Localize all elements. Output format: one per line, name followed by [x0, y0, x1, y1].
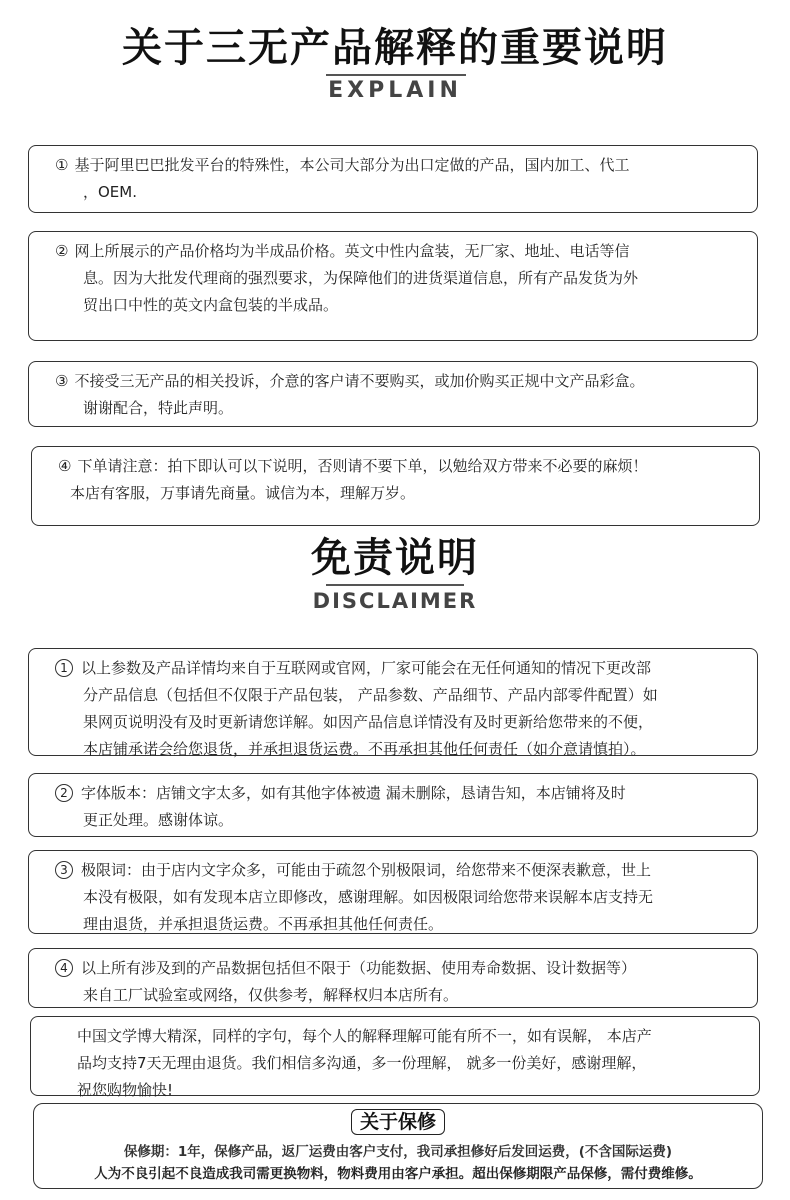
- item-text: 果网页说明没有及时更新请您详解。如因产品信息详情没有及时更新给您带来的不便，: [83, 713, 654, 731]
- section-title-explain: 关于三无产品解释的重要说明: [122, 25, 668, 71]
- warranty-line-2: 人为不良引起不良造成我司需更换物料，物料费用由客户承担。超出保修期限产品保修，需付费维修。: [94, 1166, 702, 1182]
- item-text: 字体版本：店铺文字太多，如有其他字体被遗 漏未删除，恳请告知，本店铺将及时: [81, 784, 626, 802]
- item-number: ③: [55, 372, 69, 390]
- warranty-line-1: 保修期：1年，保修产品，返厂运费由客户支付，我司承担修好后发回运费，(不含国际运费): [123, 1144, 673, 1160]
- item-text: ，OEM.: [83, 183, 137, 201]
- item-number: 4: [55, 959, 73, 977]
- disclaimer-item-3: [28, 850, 758, 934]
- item-number: 3: [55, 861, 73, 879]
- note-text: 品均支持7天无理由退货。我们相信多沟通，多一份理解， 就多一份美好，感谢理解，: [77, 1054, 647, 1072]
- disclaimer-item-4: [28, 948, 758, 1008]
- section-subtitle-explain: EXPLAIN: [328, 78, 462, 103]
- warranty-title: 关于保修: [351, 1109, 445, 1135]
- item-text: 更正处理。感谢体谅。: [83, 811, 234, 829]
- section-subtitle-disclaimer: DISCLAIMER: [312, 589, 478, 613]
- item-number: 1: [55, 659, 73, 677]
- item-text: 基于阿里巴巴批发平台的特殊性，本公司大部分为出口定做的产品，国内加工、代工: [74, 156, 630, 174]
- item-text: 谢谢配合，特此声明。: [83, 399, 234, 417]
- explain-item-1: [28, 145, 758, 213]
- item-text: 极限词：由于店内文字众多，可能由于疏忽个别极限词，给您带来不便深表歉意，世上: [81, 861, 652, 879]
- item-text: 理由退货，并承担退货运费。不再承担其他任何责任。: [83, 915, 444, 933]
- disclaimer-note: [30, 1016, 760, 1099]
- section-title-disclaimer: 免责说明: [311, 535, 479, 581]
- item-text: 本没有极限，如有发现本店立即修改，感谢理解。如因极限词给您带来误解本店支持无: [83, 888, 654, 906]
- explain-item-3: [28, 361, 758, 427]
- item-number: ①: [55, 156, 69, 174]
- item-text: 本店有客服，万事请先商量。诚信为本，理解万岁。: [70, 484, 416, 502]
- explain-item-2: [28, 231, 758, 341]
- item-text: 来自工厂试验室或网络，仅供参考，解释权归本店所有。: [83, 986, 459, 1004]
- note-text: 祝您购物愉快!: [77, 1081, 174, 1099]
- item-text: 下单请注意：拍下即认可以下说明，否则请不要下单，以勉给双方带来不必要的麻烦！: [77, 457, 648, 475]
- disclaimer-item-2: [28, 773, 758, 837]
- item-text: 以上参数及产品详情均来自于互联网或官网，厂家可能会在无任何通知的情况下更改部: [81, 659, 652, 677]
- note-text: 中国文学博大精深，同样的字句，每个人的解释理解可能有所不一，如有误解， 本店产: [77, 1027, 652, 1045]
- warranty-box: [33, 1103, 763, 1189]
- item-text: 以上所有涉及到的产品数据包括但不限于（功能数据、使用寿命数据、设计数据等）: [81, 959, 637, 977]
- item-text: 贸出口中性的英文内盒包装的半成品。: [83, 296, 339, 314]
- item-number: ②: [55, 242, 69, 260]
- item-number: 2: [55, 784, 73, 802]
- disclaimer-item-1: [28, 648, 758, 756]
- item-text: 本店铺承诺会给您退货，并承担退货运费。不再承担其他任何责任（如介意请慎拍）。: [83, 740, 646, 758]
- explain-item-4: [31, 446, 760, 526]
- item-text: 网上所展示的产品价格均为半成品价格。英文中性内盒装，无厂家、地址、电话等信: [74, 242, 630, 260]
- item-text: 不接受三无产品的相关投诉，介意的客户请不要购买，或加价购买正规中文产品彩盒。: [74, 372, 645, 390]
- item-number: ④: [58, 457, 72, 475]
- item-text: 分产品信息（包括但不仅限于产品包装， 产品参数、产品细节、产品内部零件配置）如: [83, 686, 658, 704]
- item-text: 息。因为大批发代理商的强烈要求，为保障他们的进货渠道信息，所有产品发货为外: [83, 269, 639, 287]
